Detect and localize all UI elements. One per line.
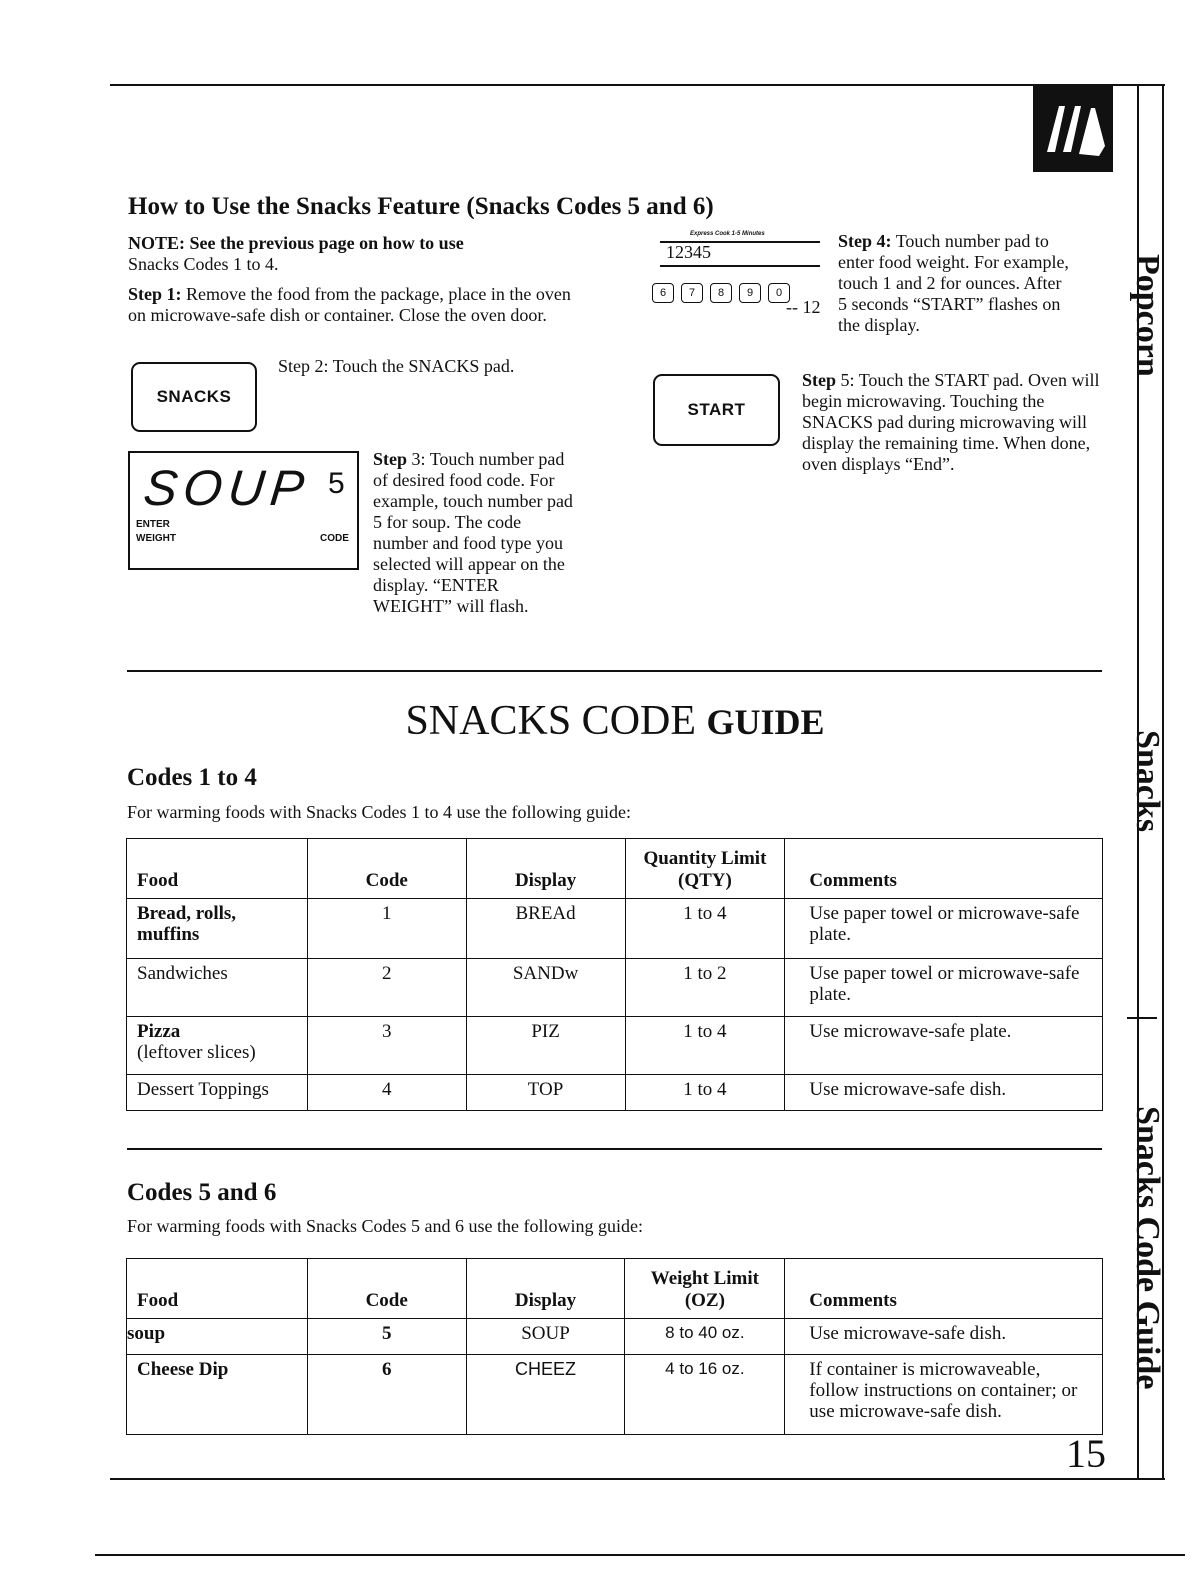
limit: 1 to 4: [625, 1017, 785, 1075]
food: soup: [127, 1319, 308, 1355]
comments: Use microwave-safe plate.: [785, 1017, 1103, 1075]
table-row: [127, 899, 1103, 959]
table-row: [127, 1075, 1103, 1111]
code: 2: [307, 959, 466, 1017]
food: Dessert Toppings: [127, 1075, 308, 1111]
step4-label: Step 4:: [838, 231, 892, 251]
limit: 4 to 16 oz.: [625, 1355, 785, 1435]
divider-2: [127, 1148, 1102, 1150]
keypad-weight: -- 12: [786, 297, 821, 317]
side-tab-snacks-code-guide[interactable]: Snacks Code Guide: [1129, 1106, 1166, 1390]
keypad-top: 12345: [666, 242, 711, 262]
col-header-weight: Weight Limit (OZ): [625, 1259, 785, 1319]
comments: Use microwave-safe dish.: [785, 1075, 1103, 1111]
col-header-code: Code: [307, 839, 466, 899]
codes14-table: [126, 838, 1103, 1111]
food: Sandwiches: [127, 959, 308, 1017]
display-code-label: CODE: [320, 533, 349, 544]
food-extra: muffins: [137, 924, 200, 945]
food: Bread, rolls,: [137, 903, 237, 924]
codes14-intro: For warming foods with Snacks Codes 1 to 4 use the following guide:: [127, 802, 631, 822]
display-weight: WEIGHT: [136, 533, 176, 544]
comments: Use paper towel or microwave-safe plate.: [785, 959, 1103, 1017]
table-row: [127, 1355, 1103, 1435]
code: 1: [307, 899, 466, 959]
step1-label: Step 1:: [128, 284, 182, 304]
oven-display: [128, 451, 359, 570]
step1: [128, 284, 573, 326]
limit: 1 to 4: [625, 1075, 785, 1111]
code: 6: [307, 1355, 466, 1435]
food: Cheese Dip: [127, 1355, 308, 1435]
key-7[interactable]: 7: [681, 283, 703, 303]
note-rest: Snacks Codes 1 to 4.: [128, 254, 279, 274]
page-number: 15: [1066, 1431, 1106, 1476]
display-enter: ENTER: [136, 519, 170, 530]
col-header-comments: Comments: [785, 839, 1103, 899]
step4-text: Touch number pad to enter food weight. For example, touch 1 and 2 for ounces. After 5 seconds “START” flashes on the display.: [838, 231, 1069, 335]
ge-logo: [1033, 84, 1113, 172]
feature-title: How to Use the Snacks Feature (Snacks Codes 5 and 6): [128, 193, 714, 220]
limit: 1 to 4: [625, 899, 785, 959]
food: Pizza: [137, 1021, 181, 1042]
keypad-keys: [652, 283, 797, 303]
comments: Use microwave-safe dish.: [785, 1319, 1103, 1355]
guide-title-main: SNACKS CODE: [405, 698, 707, 744]
comments: If container is microwaveable, follow instructions on container; or use microwave-safe dish.: [785, 1355, 1103, 1435]
display: CHEEZ: [466, 1355, 625, 1435]
display: SANDw: [466, 959, 625, 1017]
codes56-intro: For warming foods with Snacks Codes 5 and 6 use the following guide:: [127, 1216, 643, 1236]
key-9[interactable]: 9: [739, 283, 761, 303]
display: TOP: [466, 1075, 625, 1111]
step4: [838, 231, 1070, 336]
step3-label: Step: [373, 449, 408, 469]
step5-label: Step: [802, 370, 837, 390]
col-header-display: Display: [466, 1259, 625, 1319]
snacks-pad[interactable]: SNACKS: [131, 362, 257, 432]
step5: [802, 370, 1102, 475]
start-pad[interactable]: START: [653, 374, 780, 446]
step5-text: 5: Touch the START pad. Oven will begin microwaving. Touching the SNACKS pad during microwaving will display the remaining time. When done, oven displays “End”.: [802, 370, 1100, 474]
limit: 8 to 40 oz.: [625, 1319, 785, 1355]
codes56-heading: Codes 5 and 6: [127, 1179, 277, 1206]
divider-1: [127, 670, 1102, 672]
food-extra: (leftover slices): [137, 1042, 256, 1063]
note: [128, 233, 568, 275]
comments: Use paper towel or microwave-safe plate.: [785, 899, 1103, 959]
key-6[interactable]: 6: [652, 283, 674, 303]
col-header-food: Food: [127, 1259, 308, 1319]
step3: [373, 449, 578, 617]
col-header-comments: Comments: [785, 1259, 1103, 1319]
guide-title-bold: GUIDE: [706, 702, 825, 742]
key-8[interactable]: 8: [710, 283, 732, 303]
col-header-display: Display: [466, 839, 625, 899]
keypad: [652, 231, 832, 321]
key-0[interactable]: 0: [768, 283, 790, 303]
note-bold: NOTE: See the previous page on how to use: [128, 233, 464, 253]
guide-title: [0, 697, 1200, 745]
display: SOUP: [466, 1319, 625, 1355]
code: 3: [307, 1017, 466, 1075]
step3-text: 3: Touch number pad of desired food code. For example, touch number pad 5 for soup. The code number and food type you selected will appear on the display. “ENTER WEIGHT” will flash.: [373, 449, 573, 616]
side-tab-popcorn[interactable]: Popcorn: [1129, 254, 1166, 377]
col-header-quantity: Quantity Limit (QTY): [625, 839, 785, 899]
display-word: SOUP: [141, 460, 313, 516]
col-header-code: Code: [307, 1259, 466, 1319]
step2: Step 2: Touch the SNACKS pad.: [278, 356, 515, 376]
table-row: [127, 959, 1103, 1017]
keypad-header: Express Cook 1-5 Minutes: [690, 231, 765, 237]
table-row: [127, 1319, 1103, 1355]
limit: 1 to 2: [625, 959, 785, 1017]
col-header-food: Food: [127, 839, 308, 899]
display-code: 5: [328, 467, 345, 500]
codes56-table: [126, 1258, 1103, 1435]
code: 5: [307, 1319, 466, 1355]
code: 4: [307, 1075, 466, 1111]
step1-text: Remove the food from the package, place in the oven on microwave-safe dish or container. Close the oven door.: [128, 284, 571, 325]
side-tab-snacks[interactable]: Snacks: [1129, 730, 1166, 833]
display: BREAd: [466, 899, 625, 959]
codes14-heading: Codes 1 to 4: [127, 764, 257, 791]
display: PIZ: [466, 1017, 625, 1075]
table-row: [127, 1017, 1103, 1075]
